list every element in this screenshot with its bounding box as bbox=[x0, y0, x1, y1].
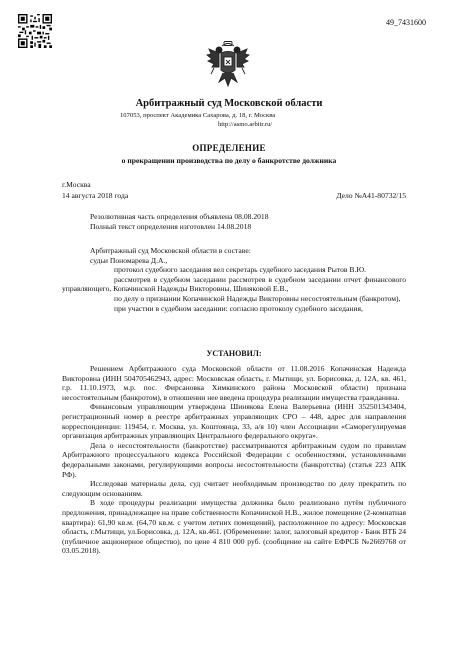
city: г.Москва bbox=[62, 180, 91, 189]
qr-code bbox=[18, 14, 52, 48]
main-text bbox=[62, 364, 406, 556]
panel-block bbox=[62, 246, 406, 313]
document-title: ОПРЕДЕЛЕНИЕ bbox=[192, 143, 266, 153]
paragraph-2: Финансовым управляющим утверждена Шинякова Елена Валерьевна (ИНН 352501343404, регистрационный номер в реестре арбитражных управляющих СРО – 448, адрес для направления корреспонденции: 119454, г. Москва, ул. Коштоянца, 33, а/я 10) член Ассоциации «Саморегулируемая организация арбитражных управляющих Центрального федерального округа». bbox=[62, 402, 406, 441]
participants: при участии в судебном заседании: согласно протоколу судебного заседания, bbox=[114, 303, 363, 313]
paragraph-5: В ходе процедуры реализации имущества должника было реализовано путём публичного предложения, принадлежащее на праве собственности Копачинской Н.В., жилое помещение (2-комнатная квартира): 61,90 кв.м. (64,70 кв.м. с учетом летних помещений), расположенное по адресу: Московская область, г.Мытищи, ул.Борисовка, д. 12А, кв.461. (Обременение: залог, залоговый кредитор - Банк ВТБ 24 (публичное акционерное общество), по цене 4 810 000 руб. (сообщение на сайте ЕФРСБ №2669768 от 03.05.2018). bbox=[62, 498, 406, 556]
court-url: http://asmo.arbitr.ru/ bbox=[218, 121, 273, 128]
document-subtitle: о прекращении производства по делу о банкротстве должника bbox=[121, 156, 337, 165]
paragraph-4: Исследовав материалы дела, суд считает необходимым производство по делу прекратить по следующим основаниям. bbox=[62, 479, 406, 498]
resolution-block bbox=[62, 212, 406, 231]
document-date: 14 августа 2018 года bbox=[62, 191, 129, 200]
judge: судьи Пономарева Д.А., bbox=[90, 255, 168, 265]
panel-intro: Арбитражный суд Московской области в составе: bbox=[90, 246, 251, 255]
resolution-announced: Резолютивная часть определения объявлена 08.08.2018 bbox=[90, 212, 269, 221]
secretary: протокол судебного заседания вел секретарь судебного заседания Рытов В.Ю. bbox=[114, 265, 367, 275]
paragraph-1: Решением Арбитражного суда Московской области от 11.08.2016 Копачинская Надежда Викторовна (ИНН 504705462943, адрес: Московская область, г. Мытищи, ул. Борисовка, д. 12А, кв. 461, г.р. 11.10.1973, м.р. пос. Фирсановка Химкинского района Московской области) признана несостоятельным (банкротом), в отношении нее введена процедура реализации имущества гражданина. bbox=[62, 364, 406, 402]
considered-paragraph: рассмотрев в судебном заседании рассмотрев в судебном заседании отчет финансового управляющего, Копачинской Надежды Викторовны, Шиняковой Е.В., bbox=[62, 274, 406, 294]
full-text-prepared: Полный текст определения изготовлен 14.08.2018 bbox=[90, 221, 252, 231]
case-number: Дело №А41-80732/15 bbox=[336, 191, 406, 200]
court-address: 107053, проспект Академика Сахарова, д. 18, г. Москва bbox=[120, 112, 276, 119]
coat-of-arms-icon bbox=[205, 40, 251, 88]
established-heading: УСТАНОВИЛ: bbox=[206, 349, 262, 358]
court-name: Арбитражный суд Московской области bbox=[135, 98, 323, 109]
document-number: 49_7431600 bbox=[386, 18, 426, 27]
case-subject: по делу о признании Копачинской Надежды Викторовны несостоятельным (банкротом), bbox=[114, 293, 401, 303]
paragraph-3: Дела о несостоятельности (банкротстве) рассматриваются арбитражным судом по правилам Арбитражного процессуального кодекса Российской Федерации с особенностями, установленными федеральными законами, регулирующими вопросы несостоятельности (банкротства) (статья 223 АПК РФ). bbox=[62, 440, 406, 479]
